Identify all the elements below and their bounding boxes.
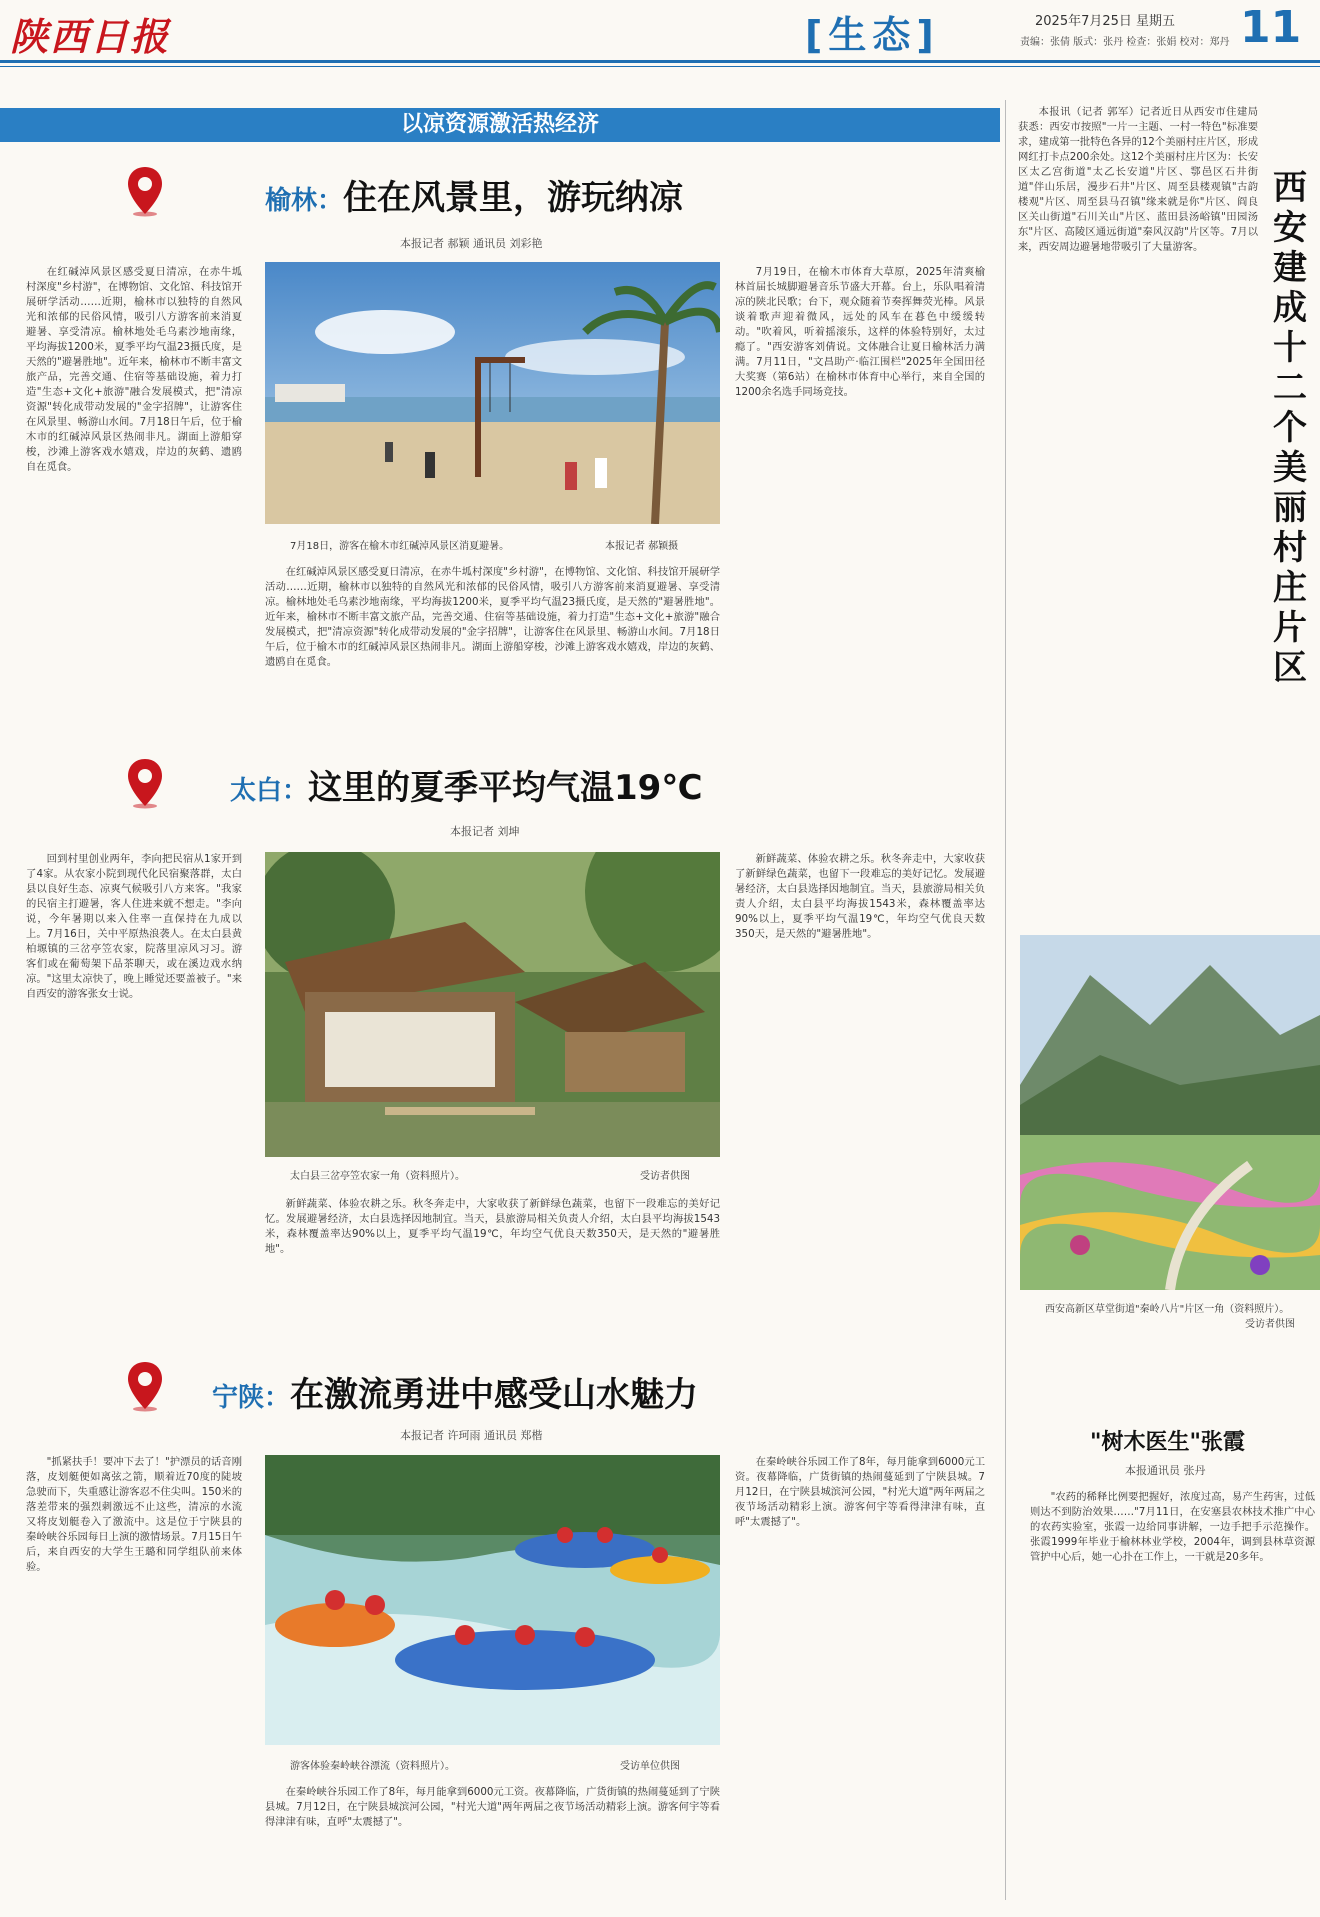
article1-photo (265, 262, 720, 524)
article2-col-bottom: 新鲜蔬菜、体验农耕之乐。秋冬奔走中，大家收获了新鲜绿色蔬菜，也留下一段难忘的美好记忆。发展避暑经济，太白县选择因地制宜。当天，县旅游局相关负责人介绍，太白县平均海拔1543米，森林覆盖率达90%以上，夏季平均气温19℃，年均空气优良天数350天，是天然的"避暑胜地"。 (265, 1198, 720, 1255)
article1-byline: 本报记者 郝颖 通讯员 刘彩艳 (400, 237, 543, 250)
page-number: 11 (1240, 2, 1302, 53)
article2-photo-credit: 受访者供图 (640, 1171, 690, 1182)
article1-headline (265, 170, 683, 219)
profile-byline: 本报通讯员 张丹 (1125, 1464, 1206, 1477)
article2-byline: 本报记者 刘坤 (450, 825, 520, 838)
article3-photo (265, 1455, 720, 1745)
location-pin-icon (125, 165, 165, 217)
article1-col2: 7月19日，在榆木市体育大草原，2025年清爽榆林首届长城脚避暑音乐节盛大开幕。台上，乐队唱着清凉的陕北民歌；台下，观众随着节奏挥舞荧光棒。风景谈着歌声迎着微风，远处的风车在暮色中缓缓转动。"吹着风，听着摇滚乐，这样的体验特别好，太过瘾了。"西安游客刘倩说。文体融合让夏日榆林活力满满。7月11日，"文昌助产·临江围栏"2025年全国田径大奖赛（第6站）在榆林市体育中心举行，来自全国的1200余名选手同场竞技。 (735, 266, 985, 398)
article1-photo-credit: 本报记者 郝颖摄 (605, 541, 679, 552)
article1-photo-caption: 7月18日，游客在榆木市红碱淖风景区消夏避暑。 (290, 541, 510, 552)
section-tag: [生态] (805, 13, 940, 57)
article3-photo-credit: 受访单位供图 (620, 1761, 680, 1772)
article3-col2: 在秦岭峡谷乐园工作了8年，每月能拿到6000元工资。夜幕降临，广货街镇的热闹蔓延到了宁陕县城。7月12日，在宁陕县城滨河公园，"村光大道"两年两届之夜节场活动精彩上演。游客何宇等看得津津有味，直呼"太震撼了"。 (735, 1456, 985, 1528)
editor-credits: 责编：张倩 版式：张丹 检查：张娟 校对：郑丹 (1020, 37, 1230, 48)
article2-title: 这里的夏季平均气温19℃ (308, 768, 703, 808)
article2-photo-caption: 太白县三岔亭笠农家一角（资料照片）。 (290, 1171, 465, 1182)
article3-place: 宁陕： (212, 1383, 291, 1413)
article3-col-bottom: 在秦岭峡谷乐园工作了8年，每月能拿到6000元工资。夜幕降临，广货街镇的热闹蔓延到了宁陕县城。7月12日，在宁陕县城滨河公园，"村光大道"两年两届之夜节场活动精彩上演。游客何宇等看得津津有味，直呼"太震撼了"。 (265, 1786, 720, 1828)
sidebar-photo (1020, 935, 1320, 1290)
article2-col2: 新鲜蔬菜、体验农耕之乐。秋冬奔走中，大家收获了新鲜绿色蔬菜，也留下一段难忘的美好记忆。发展避暑经济，太白县选择因地制宜。当天，县旅游局相关负责人介绍，太白县平均海拔1543米，森林覆盖率达90%以上，夏季平均气温19℃，年均空气优良天数350天，是天然的"避暑胜地"。 (735, 853, 985, 940)
profile-title: "树木医生"张霞 (1090, 1430, 1245, 1455)
article2-place: 太白： (230, 776, 309, 806)
sidebar-article-text: 本报讯（记者 郭军）记者近日从西安市住建局获悉：西安市按照"一片一主题、一村一特色"标准要求，建成第一批特色各异的12个美丽村庄片区，形成网红打卡点200余处。这12个美丽村庄片区为：长安区太乙宫街道"太乙长安道"片区、鄠邑区石井街道"伴山乐居，漫步石井"片区、周至县楼观镇"古韵楼观"片区、周至县马召镇"缘来就是你"片区、阎良区关山街道"石川关山"片区、蓝田县汤峪镇"田园汤东"片区、高陵区通远街道"秦风汉韵"片区等。7月以来，西安周边避暑地带吸引了大量游客。 (1018, 106, 1258, 253)
sidebar-vertical-title: 西安建成十二个美丽村庄片区 (1273, 168, 1307, 688)
article2-photo (265, 852, 720, 1157)
article3-title: 在激流勇进中感受山水魅力 (290, 1375, 699, 1415)
article2-col1: 回到村里创业两年，李向把民宿从1家开到了4家。从农家小院到现代化民宿聚落群，太白县以良好生态、凉爽气候吸引八方来客。"我家的民宿主打避暑，客人住进来就不想走。"李向说，今年暑期以来入住率一直保持在九成以上。7月16日，关中平原热浪袭人。在太白县黄柏塬镇的三岔亭笠农家，院落里凉风习习。游客们或在葡萄架下品茶聊天，或在溪边戏水纳凉。"这里太凉快了，晚上睡觉还要盖被子。"来自西安的游客张女士说。 (26, 853, 242, 1000)
location-pin-icon (125, 1360, 165, 1412)
column-divider (1005, 100, 1006, 1900)
article3-photo-caption: 游客体验秦岭峡谷漂流（资料照片）。 (290, 1761, 455, 1772)
sidebar-photo-credit: 受访者供图 (1245, 1319, 1295, 1330)
issue-date: 2025年7月25日 星期五 (1035, 14, 1176, 29)
location-pin-icon (125, 757, 165, 809)
sidebar-photo-caption: 西安高新区草堂街道"秦岭八片"片区一角（资料照片）。 (1045, 1304, 1290, 1315)
newspaper-logo: 陕西日报 (10, 14, 171, 59)
article2-headline (230, 760, 703, 809)
profile-text: "农药的稀释比例要把握好，浓度过高，易产生药害，过低则达不到防治效果……"7月11日，在安塞县农林技术推广中心的农药实验室，张霞一边给同事讲解，一边手把手示范操作。张霞1999年毕业于榆林林业学校，2004年，调到县林草资源管护中心后，她一心扑在工作上，一干就是20多年。 (1030, 1491, 1315, 1563)
article1-col1: 在红碱淖风景区感受夏日清凉，在赤牛坬村深度"乡村游"，在博物馆、文化馆、科技馆开展研学活动……近期，榆林市以独特的自然风光和浓郁的民俗风情，吸引八方游客前来消夏避暑、享受清凉。榆林地处毛乌素沙地南缘，平均海拔1200米，夏季平均气温23摄氏度，是天然的"避暑胜地"。近年来，榆林市不断丰富文旅产品，完善交通、住宿等基础设施，着力打造"生态+文化+旅游"融合发展模式，把"清凉资源"转化成带动发展的"金字招牌"，让游客住在风景里、畅游山水间。7月18日午后，位于榆木市的红碱淖风景区热闹非凡。湖面上游船穿梭，沙滩上游客戏水嬉戏，岸边的灰鹤、遗鸥自在觅食。 (26, 266, 242, 473)
article3-headline (212, 1367, 698, 1416)
header-rule (0, 60, 1320, 63)
article1-title: 住在风景里，游玩纳凉 (343, 178, 684, 218)
header-rule-thin (0, 66, 1320, 67)
article1-place: 榆林： (265, 186, 344, 216)
article3-byline: 本报记者 许珂雨 通讯员 郑楷 (400, 1429, 543, 1442)
topic-banner: 以凉资源激活热经济 (0, 108, 1000, 142)
article1-col-bottom: 在红碱淖风景区感受夏日清凉，在赤牛坬村深度"乡村游"，在博物馆、文化馆、科技馆开展研学活动……近期，榆林市以独特的自然风光和浓郁的民俗风情，吸引八方游客前来消夏避暑、享受清凉。榆林地处毛乌素沙地南缘，平均海拔1200米，夏季平均气温23摄氏度，是天然的"避暑胜地"。近年来，榆林市不断丰富文旅产品，完善交通、住宿等基础设施，着力打造"生态+文化+旅游"融合发展模式，把"清凉资源"转化成带动发展的"金字招牌"，让游客住在风景里、畅游山水间。7月18日午后，位于榆木市的红碱淖风景区热闹非凡。湖面上游船穿梭，沙滩上游客戏水嬉戏，岸边的灰鹤、遗鸥自在觅食。 (265, 566, 720, 668)
article3-col1: "抓紧扶手！要冲下去了！"护漂员的话音刚落，皮划艇便如离弦之箭，顺着近70度的陡坡急驶而下，失重感让游客忍不住尖叫。150米的落差带来的强烈刺激远不止这些，清凉的水流又将皮划艇卷入了激流中。这是位于宁陕县的秦岭峡谷乐园每日上演的激情场景。7月15日午后，来自西安的大学生王璐和同学组队前来体验。 (26, 1456, 242, 1573)
